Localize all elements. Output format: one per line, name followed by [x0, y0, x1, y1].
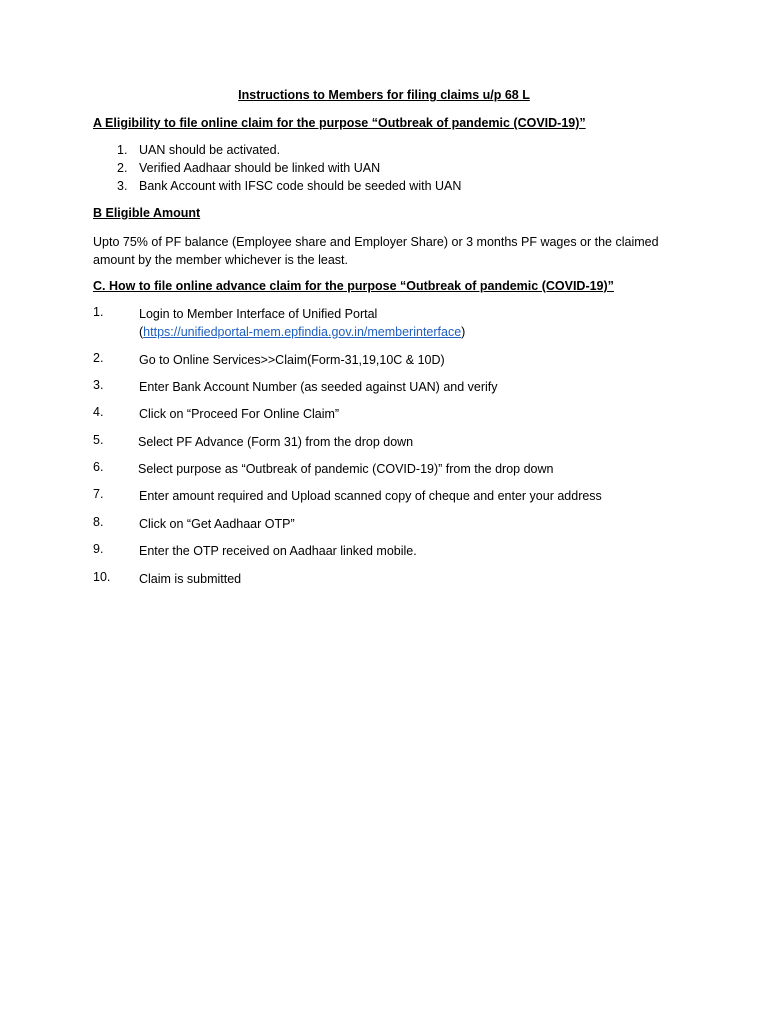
step-number: 7.	[93, 487, 104, 501]
list-item	[117, 143, 280, 157]
step-text: Enter amount required and Upload scanned copy of cheque and enter your address	[139, 489, 602, 503]
section-c-heading: C. How to file online advance claim for the purpose “Outbreak of pandemic (COVID-19)”	[93, 279, 614, 293]
list-item-text: Verified Aadhaar should be linked with UAN	[139, 161, 381, 175]
section-a-heading: A Eligibility to file online claim for the purpose “Outbreak of pandemic (COVID-19)”	[93, 116, 586, 130]
step-number: 8.	[93, 515, 104, 529]
close-paren: )	[461, 325, 466, 339]
eligible-amount-text: Upto 75% of PF balance (Employee share and Employer Share) or 3 months PF wages or the claimed amount by the member whichever is the least.	[93, 235, 659, 267]
step-number: 3.	[93, 378, 104, 392]
document-title: Instructions to Members for filing claims u/p 68 L	[238, 88, 530, 102]
list-item-number: 1.	[117, 143, 128, 157]
step-number: 2.	[93, 351, 104, 365]
list-item-number: 3.	[117, 179, 128, 193]
step-text: Enter the OTP received on Aadhaar linked mobile.	[139, 544, 417, 558]
section-b-heading: B Eligible Amount	[93, 206, 201, 220]
list-item-number: 2.	[117, 161, 128, 175]
step-text: Go to Online Services>>Claim(Form-31,19,10C & 10D)	[139, 353, 445, 367]
list-item	[117, 161, 380, 175]
step-text: Select purpose as “Outbreak of pandemic (COVID-19)” from the drop down	[138, 462, 554, 476]
list-item-text: Bank Account with IFSC code should be seeded with UAN	[139, 179, 462, 193]
list-item-text: UAN should be activated.	[139, 143, 281, 157]
step-number: 6.	[93, 460, 104, 474]
step-text: Claim is submitted	[139, 572, 242, 586]
open-paren: (	[139, 325, 144, 339]
portal-link-line	[139, 323, 465, 341]
step-number: 1.	[93, 305, 104, 319]
step-text: Click on “Proceed For Online Claim”	[139, 407, 340, 421]
step-text: Select PF Advance (Form 31) from the drop down	[138, 435, 414, 449]
portal-link[interactable]: https://unifiedportal-mem.epfindia.gov.in/memberinterface	[143, 325, 462, 339]
step-text: Click on “Get Aadhaar OTP”	[139, 517, 295, 531]
step-text: Login to Member Interface of Unified Portal	[139, 307, 378, 321]
step-text: Enter Bank Account Number (as seeded against UAN) and verify	[139, 380, 498, 394]
step-number: 9.	[93, 542, 104, 556]
list-item	[117, 179, 461, 193]
step-number: 4.	[93, 405, 104, 419]
step-number: 5.	[93, 433, 104, 447]
step-number: 10.	[93, 570, 111, 584]
